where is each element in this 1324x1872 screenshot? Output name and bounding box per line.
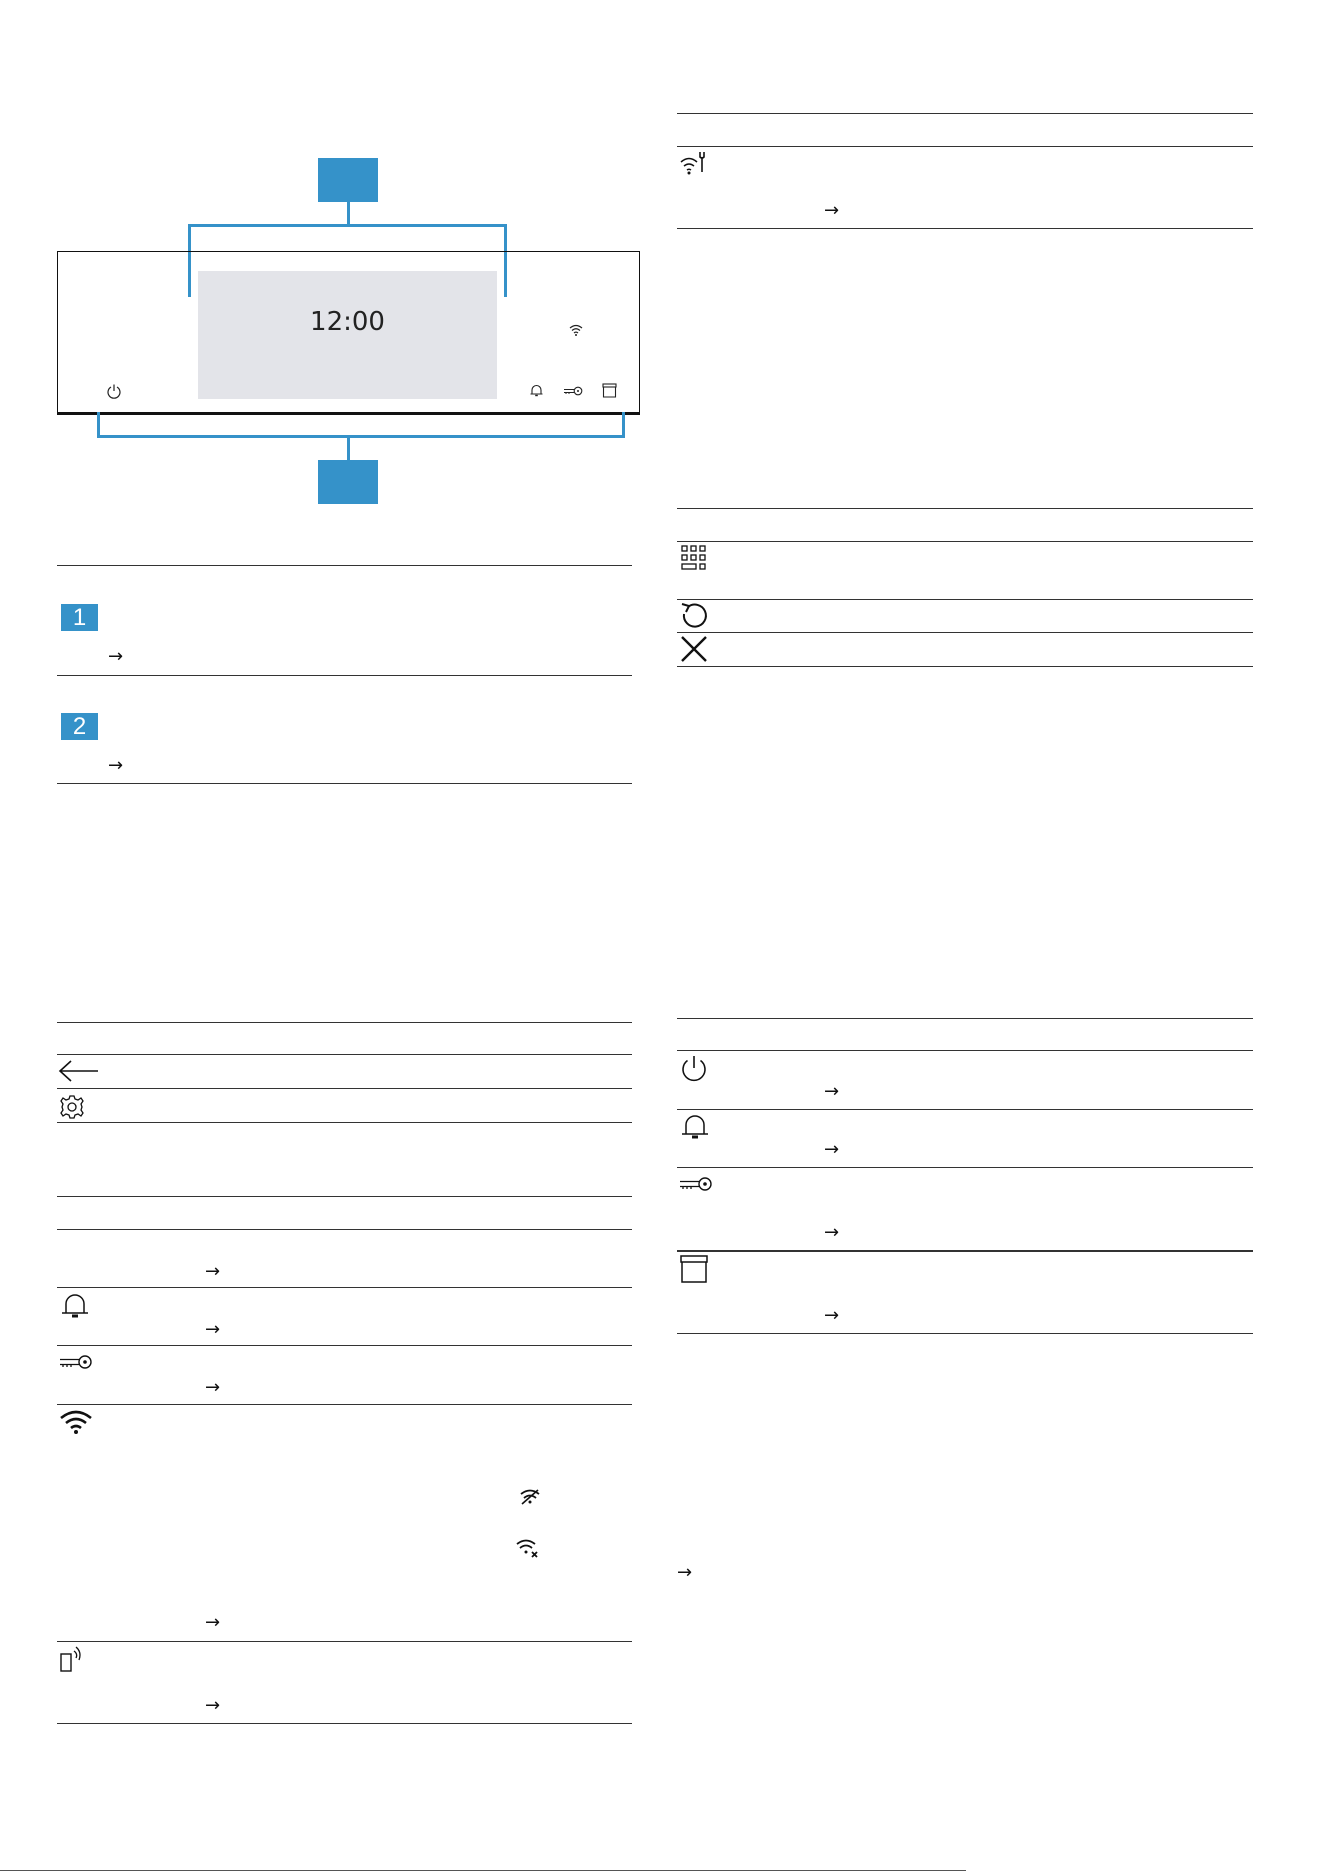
- table-rule: [677, 228, 1253, 229]
- table-rule: [677, 1250, 1253, 1252]
- table-rule: [677, 541, 1253, 542]
- table-rule: [57, 1122, 632, 1123]
- callout-box-top: [318, 158, 378, 202]
- table-rule: [57, 1229, 632, 1230]
- remote-start-icon: [59, 1645, 83, 1673]
- reference-arrow: →: [824, 1081, 840, 1102]
- power-icon: [679, 1054, 709, 1084]
- table-rule: [57, 1054, 632, 1055]
- table-rule: [677, 632, 1253, 633]
- table-rule: [677, 599, 1253, 600]
- reference-arrow: →: [108, 755, 124, 776]
- table-rule: [57, 1088, 632, 1089]
- table-rule: [677, 666, 1253, 667]
- power-icon[interactable]: [106, 383, 122, 399]
- table-rule: [57, 1723, 632, 1724]
- table-rule: [677, 1333, 1253, 1334]
- bracket-top-stem: [347, 202, 350, 226]
- reference-arrow: →: [824, 1139, 840, 1160]
- wifi-off-icon: [519, 1488, 541, 1506]
- key-icon[interactable]: [563, 386, 583, 396]
- reference-arrow: →: [205, 1261, 221, 1282]
- table-rule: [57, 1022, 632, 1023]
- key-icon: [59, 1354, 93, 1370]
- table-rule: [677, 508, 1253, 509]
- reference-arrow: →: [824, 1222, 840, 1243]
- table-rule: [57, 1641, 632, 1642]
- wifi-error-icon: [515, 1538, 539, 1558]
- reference-arrow: →: [108, 646, 124, 667]
- bracket-bottom-bar: [97, 435, 625, 438]
- panel-bottom-edge: [57, 412, 640, 415]
- reference-arrow: →: [205, 1612, 221, 1633]
- display-screen: [198, 271, 497, 399]
- bracket-top-bar: [188, 224, 507, 227]
- reference-arrow: →: [677, 1562, 693, 1583]
- reference-arrow: →: [205, 1377, 221, 1398]
- reference-arrow: →: [824, 200, 840, 221]
- bracket-bottom-stem: [347, 435, 350, 461]
- bell-icon[interactable]: [529, 383, 544, 398]
- table-rule: [677, 1050, 1253, 1051]
- reference-arrow: →: [205, 1319, 221, 1340]
- grid-menu-icon[interactable]: [680, 544, 708, 572]
- drawer-icon: [679, 1254, 709, 1284]
- bell-icon: [59, 1291, 91, 1321]
- table-rule: [57, 1287, 632, 1288]
- bell-icon: [679, 1112, 711, 1142]
- key-icon: [679, 1176, 713, 1192]
- drawer-icon[interactable]: [602, 383, 617, 398]
- table-rule: [57, 675, 632, 676]
- reference-arrow: →: [824, 1305, 840, 1326]
- back-arrow-icon[interactable]: [58, 1059, 100, 1083]
- legend-number-badge: 2: [61, 713, 98, 740]
- table-rule: [677, 1018, 1253, 1019]
- table-rule: [57, 565, 632, 566]
- close-icon[interactable]: [679, 635, 709, 663]
- table-rule: [677, 1109, 1253, 1110]
- display-clock: 12:00: [310, 307, 385, 337]
- gear-icon[interactable]: [59, 1094, 85, 1120]
- table-rule: [57, 1196, 632, 1197]
- footer-rule: [0, 1870, 966, 1871]
- table-rule: [57, 783, 632, 784]
- table-rule: [57, 1345, 632, 1346]
- legend-number-badge: 1: [61, 604, 98, 631]
- reference-arrow: →: [205, 1695, 221, 1716]
- wifi-service-icon: [679, 148, 709, 178]
- wifi-icon: [59, 1409, 93, 1435]
- wifi-icon: [569, 324, 583, 336]
- table-rule: [677, 146, 1253, 147]
- table-rule: [677, 1167, 1253, 1168]
- reset-icon[interactable]: [679, 601, 709, 631]
- table-rule: [677, 113, 1253, 114]
- table-rule: [57, 1404, 632, 1405]
- callout-box-bottom: [318, 460, 378, 504]
